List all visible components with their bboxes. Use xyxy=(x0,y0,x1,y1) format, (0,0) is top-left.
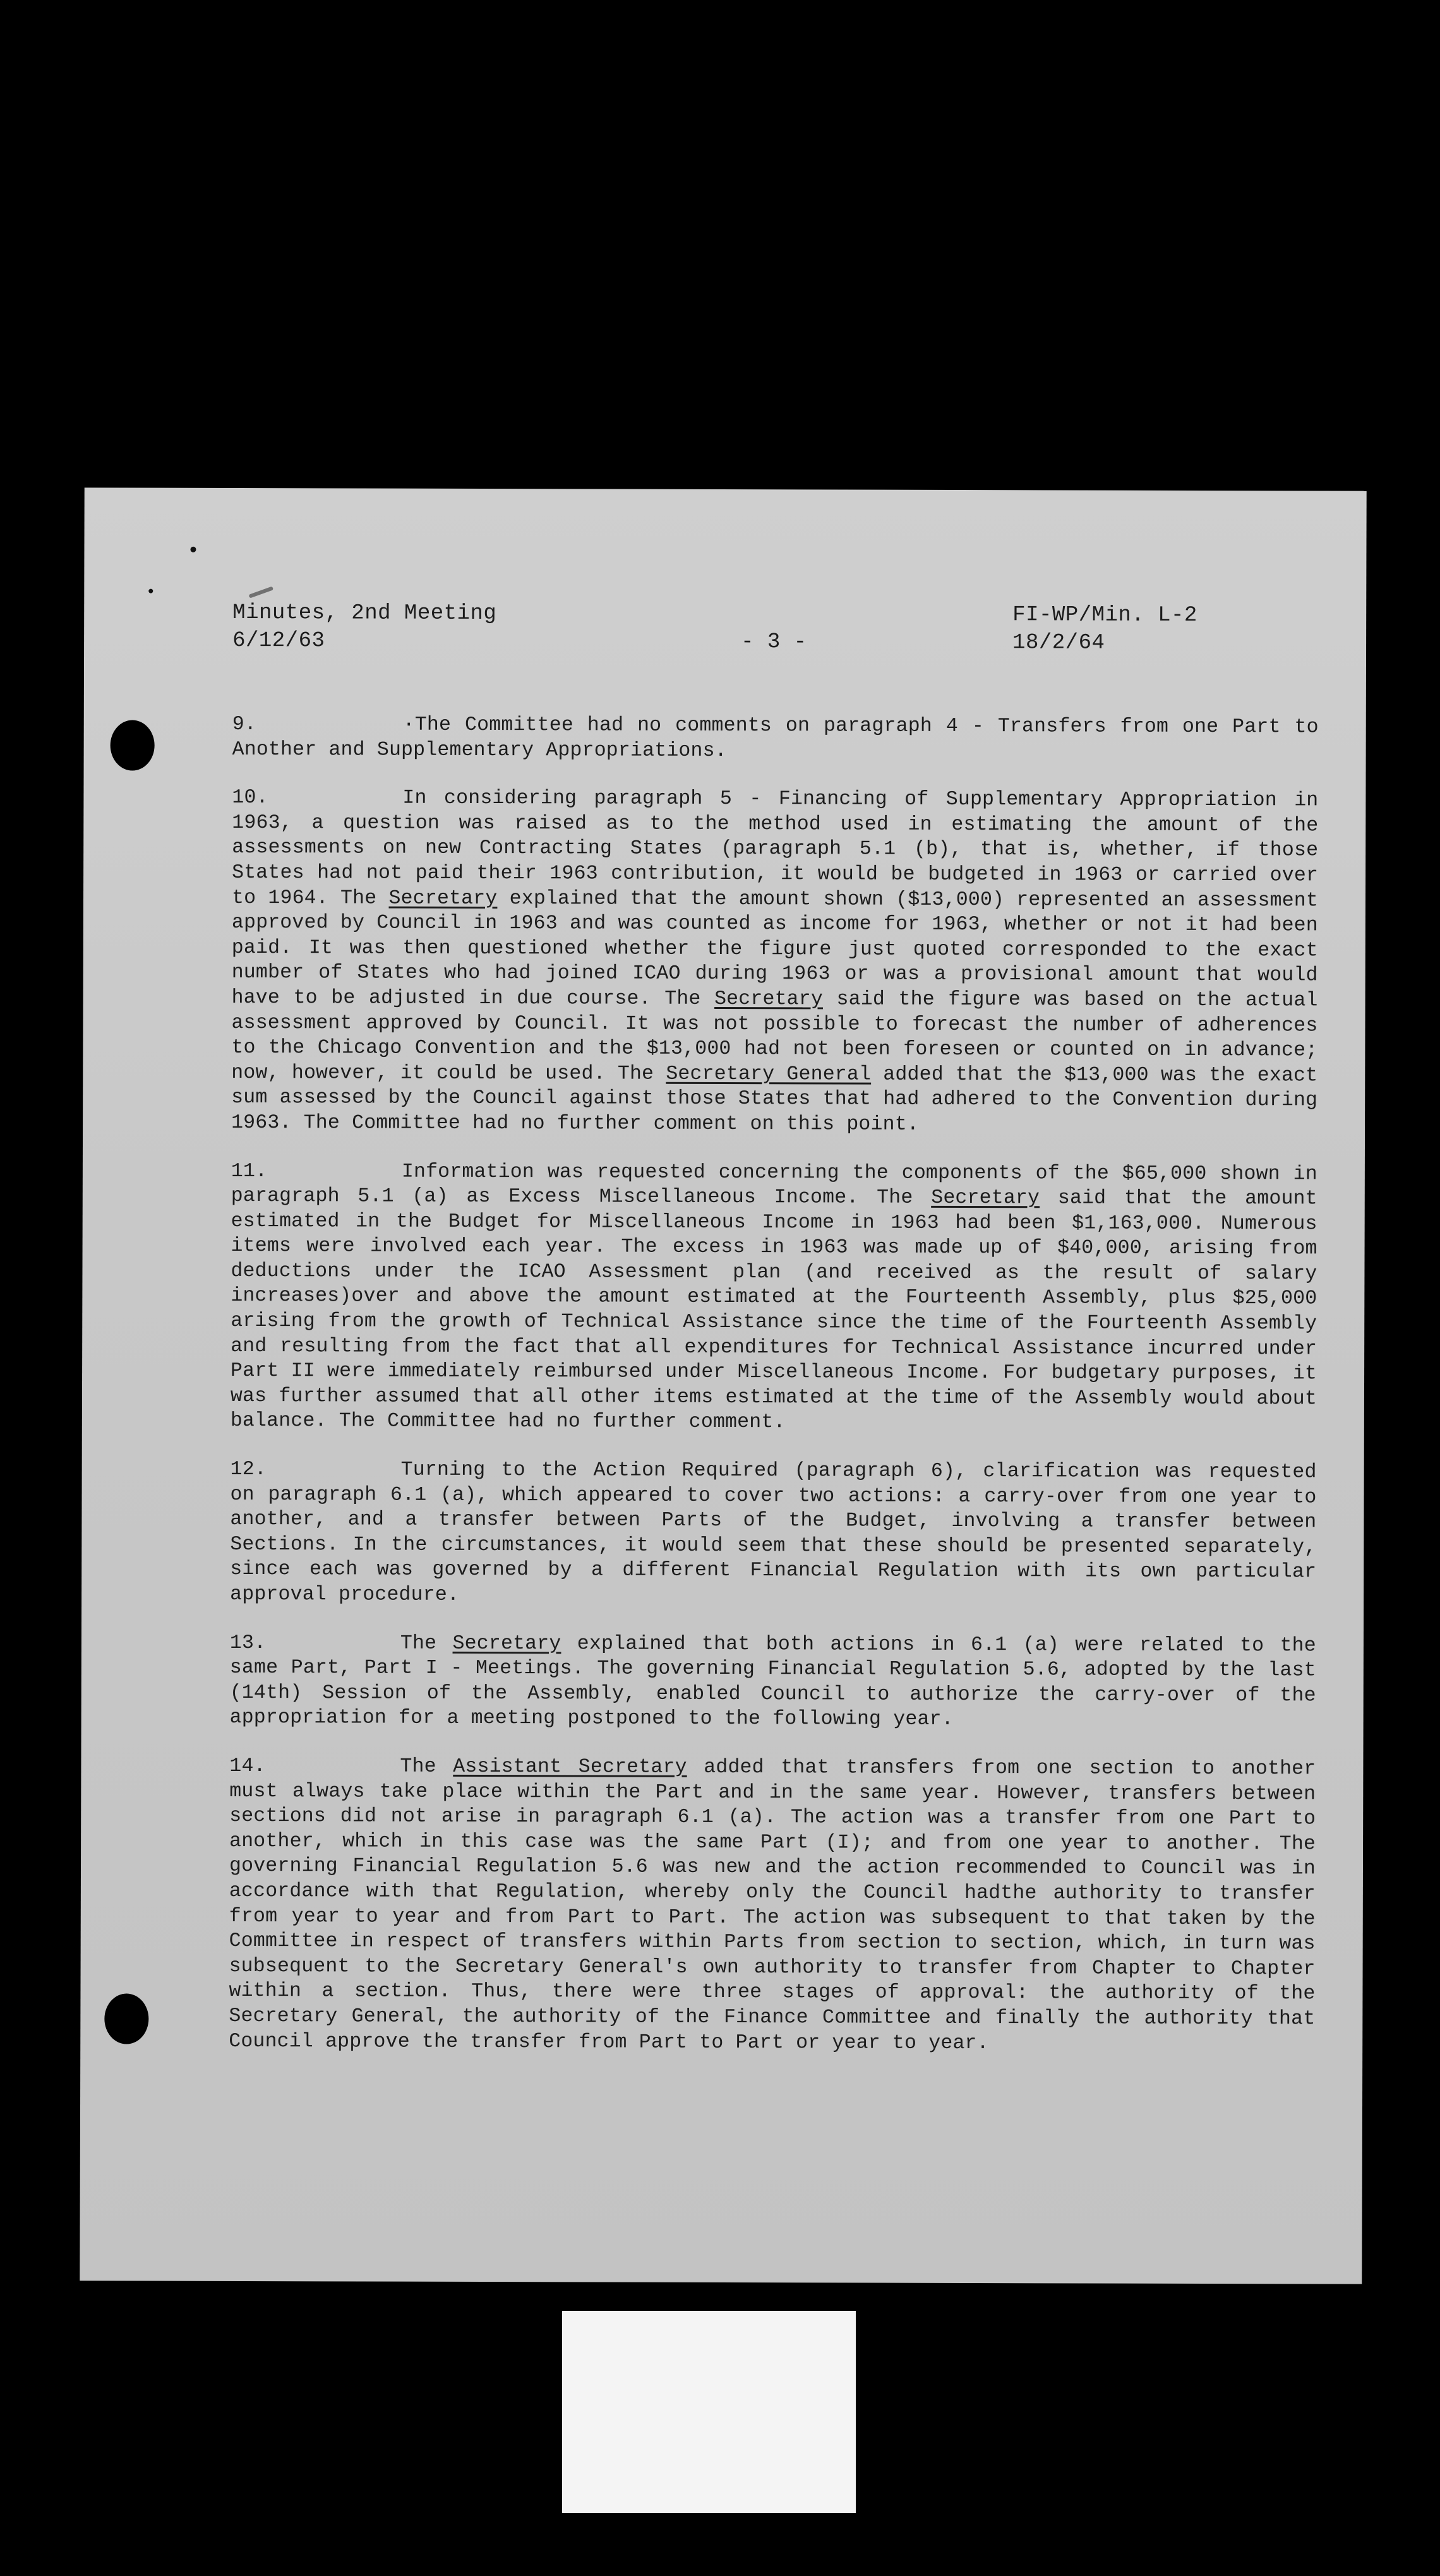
paragraph-number: 9. xyxy=(232,713,257,736)
paragraph-text: ·The Committee had no comments on paragraph 4 - Transfers from one Part to Another and Supplementary Appropriations. xyxy=(232,713,1319,762)
paragraph-text: The xyxy=(400,1755,453,1778)
underlined-title: Secretary xyxy=(931,1186,1040,1210)
punch-hole xyxy=(111,720,155,770)
punch-hole xyxy=(104,1993,148,2044)
paragraph-number: 10. xyxy=(232,787,268,809)
underlined-title: Assistant Secretary xyxy=(453,1755,687,1779)
paragraph-text: explained that both actions in 6.1 (a) were related to the same Part, Part I - Meetings. The governing Financial Regulation 5.6, adopted by the last (14th) Session of the Assembly, enabled Council to authorize the carry-over of the appropriation for a meeting postponed to the following year. xyxy=(229,1632,1316,1731)
minutes-paragraph xyxy=(232,712,1319,765)
meeting-date: 6/12/63 xyxy=(232,628,325,653)
underlined-title: Secretary General xyxy=(666,1063,872,1086)
document-sheet xyxy=(80,487,1366,2284)
paragraph-text: explained that the amount shown ($13,000) represented an assessment approved by Council in 1963 and was counted as income for 1963, whether or not it had been paid. It was then questioned whether the figure just quoted corresponded to the exact number of States who had joined ICAO during 1963 or was a provisional amount that would have to be adjusted in due course. The xyxy=(231,887,1319,1010)
paragraph-text: said the figure was based on the actual assessment approved by Council. It was not possible to forecast the number of adherences to the Chicago Convention and the $13,000 had not been foreseen or counted on in advance; now, however, it could be used. The xyxy=(231,988,1318,1085)
minutes-body xyxy=(229,712,1319,2080)
paragraph-number: 12. xyxy=(230,1458,267,1481)
paragraph-number: 11. xyxy=(231,1160,268,1183)
minutes-paragraph xyxy=(230,1631,1316,1734)
header-left xyxy=(232,599,496,655)
minutes-paragraph xyxy=(231,1159,1317,1436)
paragraph-text: added that transfers from one section to another must always take place within the Part and in the same year. However, transfers between sections did not arise in paragraph 6.1 (a). The action was a transfer from one Part to another, which in this case was the same Part (I); and from one year to another. The governing Financial Regulation 5.6 was new and the action recommended to Council was in accordance with that Regulation, whereby only the Council hadthe authority to transfer from year to year and from Part to Part. The action was subsequent to that taken by the Committee in respect of transfers within Parts from section to section, which, in turn was subsequent to the Secretary General's own authority to transfer from Chapter to Chapter within a section. Thus, there were three stages of approval: the authority of the Secretary General, the authority of the Finance Committee and finally the authority that Council approve the transfer from Part to Part or year to year. xyxy=(229,1756,1316,2054)
document-reference: FI-WP/Min. L-2 xyxy=(1012,603,1197,628)
minutes-paragraph xyxy=(229,1754,1316,2057)
paragraph-text: In considering paragraph 5 - Financing of Supplementary Appropriation in 1963, a question was raised as to the method used in estimating the amount of the assessments on new Contracting States (paragraph 5.1 (b), that is, whether, if those States had not paid their 1963 contribution, it would be budgeted in 1963 or carried over to 1964. The xyxy=(231,787,1319,910)
header-right xyxy=(1012,601,1197,657)
paragraph-text: added that the $13,000 was the exact sum assessed by the Council against those States that had adhered to the Convention during 1963. The Committee had no further comment on this point. xyxy=(231,1063,1318,1136)
paragraph-number: 14. xyxy=(229,1755,266,1778)
document-date: 18/2/64 xyxy=(1012,631,1105,655)
paragraph-text: said that the amount estimated in the Budget for Miscellaneous Income in 1963 had been $1,163,000. Numerous items were involved each year. The excess in 1963 was made up of $40,000, arising from deductions under the ICAO Assessment plan (and received as the result of salary increases)over and above the amount estimated at the Fourteenth Assembly, plus $25,000 arising from the growth of Technical Assistance since the time of the Fourteenth Assembly and resulting from the fact that all expenditures for Technical Assistance incurred under Part II were immediately reimbursed under Miscellaneous Income. For budgetary purposes, it was further assumed that all other items estimated at the time of the Assembly would about balance. The Committee had no further comment. xyxy=(230,1187,1317,1434)
minutes-paragraph xyxy=(231,785,1318,1138)
blank-label-slip xyxy=(562,2311,856,2513)
underlined-title: Secretary xyxy=(452,1632,561,1655)
underlined-title: Secretary xyxy=(714,987,824,1011)
paragraph-text: The xyxy=(400,1632,453,1655)
scan-artifact-dot xyxy=(148,589,153,593)
page-number: - 3 - xyxy=(741,630,807,655)
paragraph-text: Turning to the Action Required (paragraph 6), clarification was requested on paragraph 6.1 (a), which appeared to cover two actions: a carry-over from one year to another, and a transfer between Parts of the Budget, involving a transfer between Sections. In the circumstances, it would seem that these should be presented separately, since each was governed by a different Financial Regulation with its own particular approval procedure. xyxy=(230,1458,1317,1606)
meeting-title: Minutes, 2nd Meeting xyxy=(232,600,497,626)
paragraph-number: 13. xyxy=(229,1631,267,1654)
paragraph-text: Information was requested concerning the components of the $65,000 shown in paragraph 5.1 (a) as Excess Miscellaneous Income. The xyxy=(231,1160,1317,1209)
scan-artifact-mark xyxy=(248,586,273,598)
minutes-paragraph xyxy=(230,1457,1317,1610)
scan-artifact-dot xyxy=(190,547,196,552)
underlined-title: Secretary xyxy=(388,887,498,910)
